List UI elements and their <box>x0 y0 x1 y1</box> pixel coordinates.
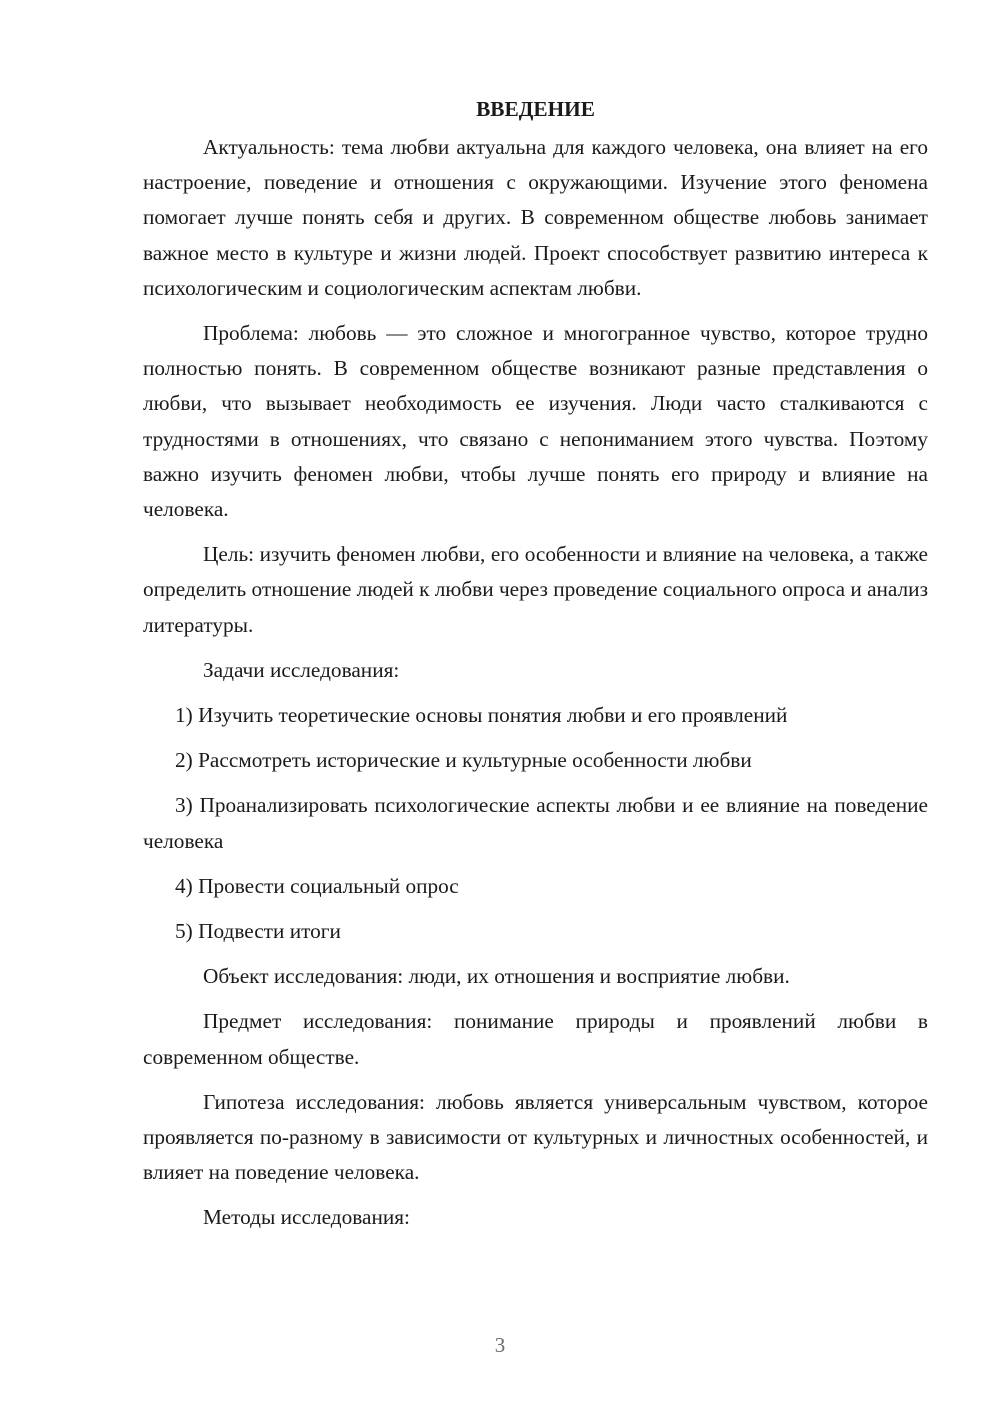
paragraph-problem: Проблема: любовь — это сложное и многогранное чувство, которое трудно полностью понять. В современном обществе возникают разные представления о любви, что вызывает необходимость ее изучения. Люди часто сталкиваются с трудностями в отношениях, что связано с непониманием этого чувства. Поэтому важно изучить феномен любви, чтобы лучше понять его природу и влияние на человека. <box>143 321 928 522</box>
task-item-2: 2) Рассмотреть исторические и культурные особенности любви <box>175 748 752 773</box>
task-item-1: 1) Изучить теоретические основы понятия любви и его проявлений <box>175 703 788 728</box>
paragraph-goal: Цель: изучить феномен любви, его особенности и влияние на человека, а также определить отношение людей к любви через проведение социального опроса и анализ литературы. <box>143 542 928 637</box>
task-item-3: 3) Проанализировать психологические аспекты любви и ее влияние на поведение человека <box>143 793 928 853</box>
task-item-5: 5) Подвести итоги <box>175 919 341 944</box>
page-title: ВВЕДЕНИЕ <box>476 97 595 121</box>
paragraph-object: Объект исследования: люди, их отношения и восприятие любви. <box>203 964 790 989</box>
paragraph-relevance: Актуальность: тема любви актуальна для каждого человека, она влияет на его настроение, поведение и отношения с окружающими. Изучение этого феномена помогает лучше понять себя и других. В современном обществе любовь занимает важное место в культуре и жизни людей. Проект способствует развитию интереса к психологическим и социологическим аспектам любви. <box>143 135 928 300</box>
page-number: 3 <box>494 1333 506 1357</box>
paragraph-methods: Методы исследования: <box>203 1205 410 1230</box>
paragraph-hypothesis: Гипотеза исследования: любовь является универсальным чувством, которое проявляется по-разному в зависимости от культурных и личностных особенностей, и влияет на поведение человека. <box>143 1089 928 1185</box>
document-page <box>143 92 928 1246</box>
task-item-4: 4) Провести социальный опрос <box>175 873 459 898</box>
tasks-heading: Задачи исследования: <box>203 657 400 682</box>
paragraph-subject: Предмет исследования: понимание природы и проявлений любви в современном обществе. <box>143 1009 928 1069</box>
